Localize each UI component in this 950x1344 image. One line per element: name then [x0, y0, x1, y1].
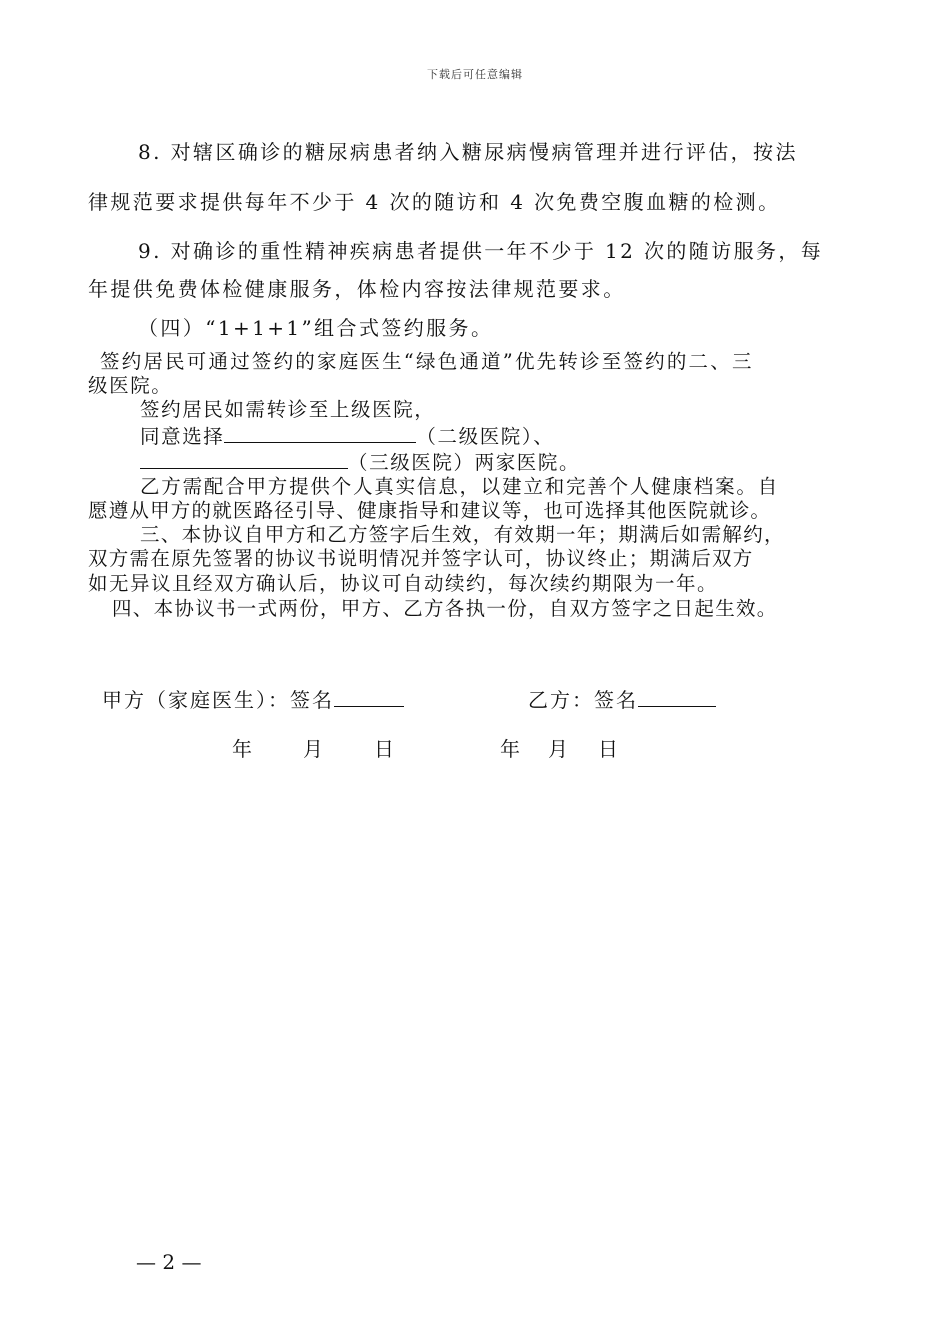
referral-level3-label: （三级医院）两家医院。	[348, 451, 581, 474]
clause-3-line-2: 双方需在原先签署的协议书说明情况并签字认可，协议终止；期满后双方	[88, 547, 754, 570]
item-9-line-2: 年提供免费体检健康服务，体检内容按法律规范要求。	[88, 277, 626, 301]
party-b-month: 月	[548, 737, 568, 761]
level3-hospital-blank[interactable]	[140, 450, 348, 469]
referral-level3-line	[140, 450, 580, 475]
item-9-line-1: 9. 对确诊的重性精神疾病患者提供一年不少于 12 次的随访服务，每	[138, 239, 824, 263]
party-b-signature	[528, 684, 716, 713]
item-8-line-1: 8. 对辖区确诊的糖尿病患者纳入糖尿病慢病管理并进行评估，按法	[138, 140, 798, 164]
party-a-signature-blank[interactable]	[334, 688, 404, 707]
page-header: 下载后可任意编辑	[427, 68, 523, 81]
party-b-signature-blank[interactable]	[638, 688, 716, 707]
party-a-day: 日	[374, 737, 394, 761]
section-4-heading: （四）“1+1+1”组合式签约服务。	[138, 316, 494, 340]
cooperate-line-2: 愿遵从甲方的就医路径引导、健康指导和建议等，也可选择其他医院就诊。	[88, 499, 772, 522]
level2-hospital-blank[interactable]	[224, 424, 416, 443]
green-channel-line-1: 签约居民可通过签约的家庭医生“绿色通道”优先转诊至签约的二、三	[100, 350, 754, 373]
referral-choose-label: 同意选择	[140, 425, 225, 448]
clause-3-line-1: 三、本协议自甲方和乙方签字后生效，有效期一年；期满后如需解约，	[140, 523, 785, 546]
party-b-day: 日	[598, 737, 618, 761]
referral-choose-line	[140, 424, 554, 449]
party-a-month: 月	[303, 737, 323, 761]
party-a-label: 甲方（家庭医生）：签名	[102, 688, 334, 712]
green-channel-line-2: 级医院。	[88, 374, 173, 397]
item-8-line-2: 律规范要求提供每年不少于 4 次的随访和 4 次免费空腹血糖的检测。	[88, 190, 781, 214]
referral-intro: 签约居民如需转诊至上级医院，	[140, 398, 436, 421]
party-b-year: 年	[500, 737, 520, 761]
cooperate-line-1: 乙方需配合甲方提供个人真实信息，以建立和完善个人健康档案。自	[140, 475, 780, 498]
referral-level2-label: （二级医院）、	[416, 425, 555, 448]
party-b-label: 乙方：签名	[528, 688, 638, 712]
clause-3-line-3: 如无异议且经双方确认后，协议可自动续约，每次续约期限为一年。	[88, 572, 719, 595]
page-number: — 2 —	[136, 1250, 202, 1274]
clause-4: 四、本协议书一式两份，甲方、乙方各执一份，自双方签字之日起生效。	[112, 597, 778, 620]
party-a-year: 年	[232, 737, 252, 761]
party-a-signature	[102, 684, 404, 713]
